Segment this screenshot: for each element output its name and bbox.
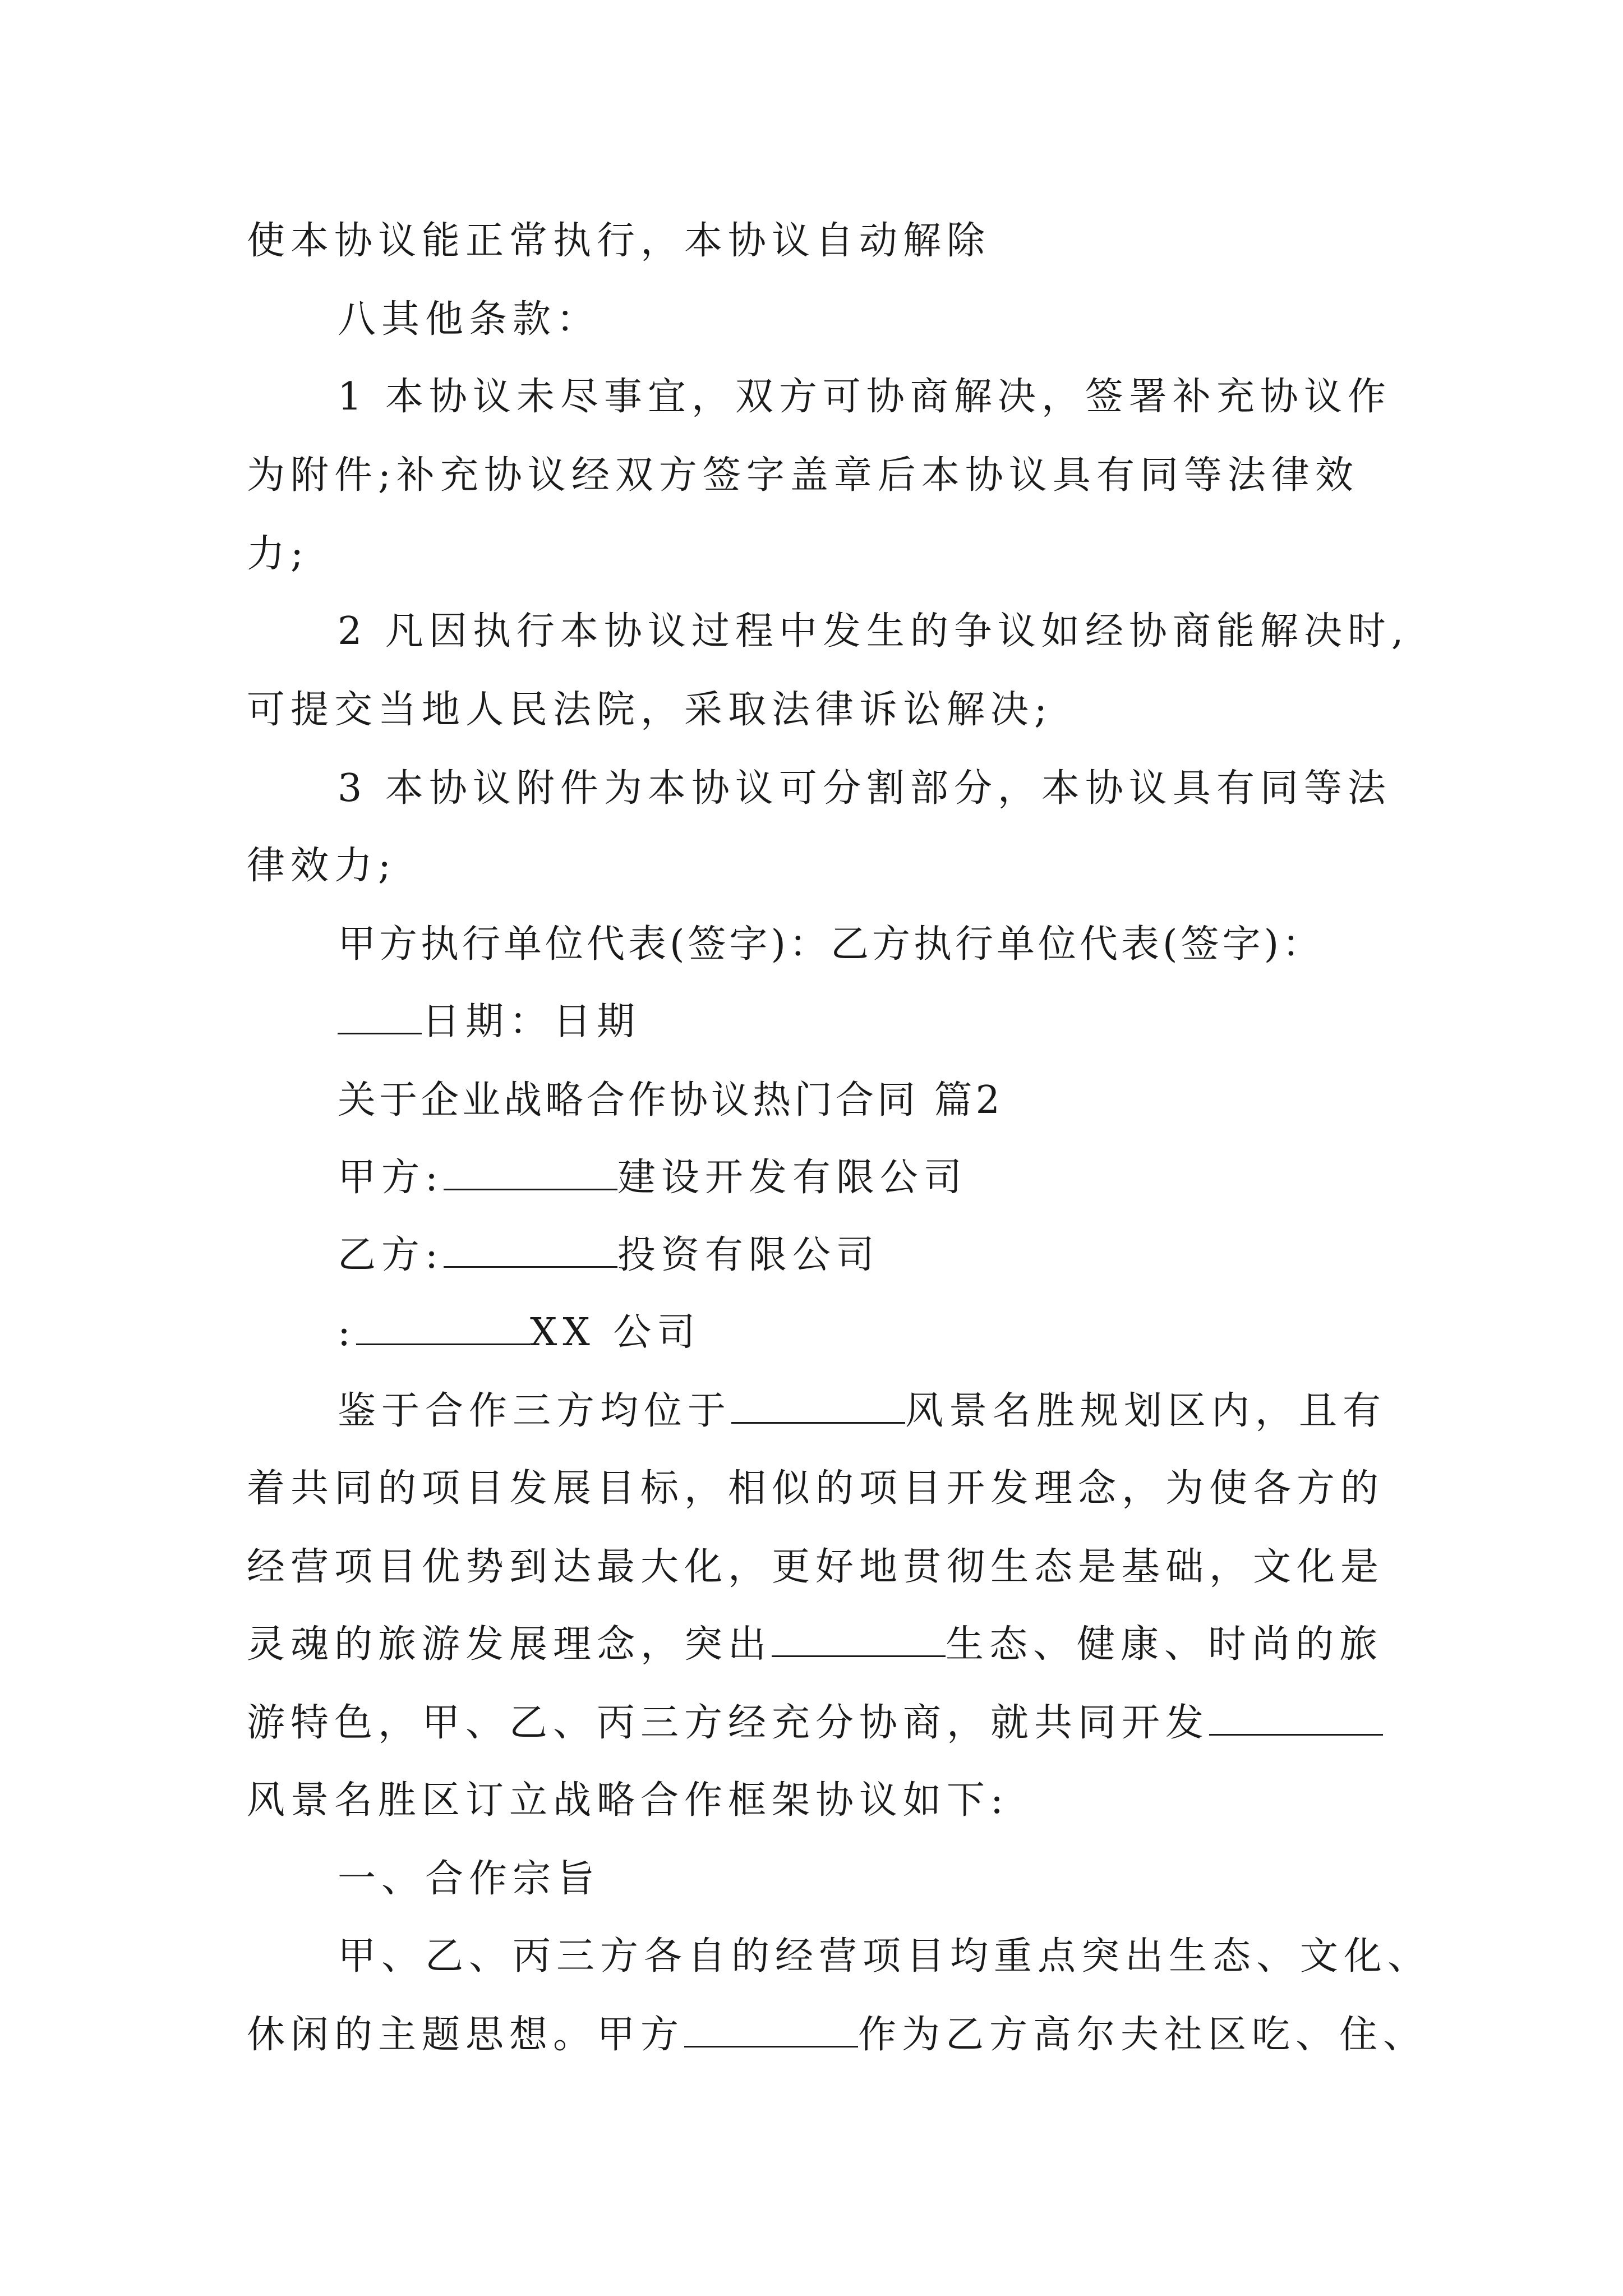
- paragraph-line: [338, 1934, 1431, 1979]
- text: 作为乙方高尔夫社区吃、住、: [858, 2013, 1427, 2057]
- text: 鉴于合作三方均位于: [338, 1389, 732, 1433]
- blank-underline: [772, 1623, 946, 1657]
- paragraph-line: [338, 375, 1391, 420]
- blank-underline: [1209, 1701, 1383, 1736]
- blank-underline: [356, 1311, 530, 1345]
- text: 游特色，甲、乙、丙三方经充分协商，就共同开发: [247, 1701, 1210, 1745]
- party-a-line: [338, 1156, 967, 1200]
- paragraph-line: [247, 532, 309, 577]
- party-c-line: [338, 1310, 700, 1355]
- text: 力;: [247, 532, 309, 576]
- text: 2 凡因执行本协议过程中发生的争议如经协商能解决时,: [338, 609, 1409, 654]
- text: 使本协议能正常执行，本协议自动解除: [247, 219, 991, 263]
- paragraph-line: [338, 1389, 1386, 1434]
- text: 律效力;: [247, 844, 396, 888]
- text: 甲方执行单位代表(签字)：乙方执行单位代表(签字)：: [338, 922, 1324, 967]
- blank-underline: [444, 1234, 617, 1268]
- text: XX 公司: [529, 1310, 701, 1355]
- paragraph-line: [247, 688, 1053, 733]
- section-heading: [338, 297, 600, 342]
- paragraph-line: [247, 219, 990, 264]
- text: 为附件;补充协议经双方签字盖章后本协议具有同等法律效: [247, 453, 1359, 498]
- text: 投资有限公司: [617, 1233, 880, 1277]
- blank-underline: [684, 2013, 858, 2047]
- text: 甲方:: [338, 1156, 444, 1200]
- blank-underline: [444, 1156, 617, 1190]
- paragraph-line: [247, 1701, 1383, 1746]
- section-title: [338, 1078, 1003, 1123]
- party-b-line: [338, 1233, 880, 1278]
- text: 1 本协议未尽事宜，双方可协商解决，签署补充协议作: [338, 375, 1391, 419]
- paragraph-line: [338, 766, 1391, 811]
- text: 休闲的主题思想。甲方: [247, 2013, 685, 2057]
- text: :: [338, 1310, 356, 1355]
- text: 着共同的项目发展目标，相似的项目开发理念，为使各方的: [247, 1466, 1385, 1511]
- blank-underline: [338, 1000, 422, 1034]
- paragraph-line: [247, 844, 396, 889]
- text: 经营项目优势到达最大化，更好地贯彻生态是基础，文化是: [247, 1545, 1385, 1589]
- paragraph-line: [247, 1545, 1384, 1590]
- signature-line: [338, 922, 1324, 967]
- text: 灵魂的旅游发展理念，突出: [247, 1622, 772, 1667]
- text: 甲、乙、丙三方各自的经营项目均重点突出生态、文化、: [338, 1934, 1432, 1978]
- paragraph-line: [338, 609, 1409, 654]
- paragraph-line: [247, 2013, 1427, 2058]
- paragraph-line: [247, 1778, 1009, 1823]
- text: 3 本协议附件为本协议可分割部分，本协议具有同等法: [338, 766, 1391, 811]
- section-heading: [338, 1857, 600, 1902]
- text: 日期：日期: [422, 1000, 641, 1044]
- date-line: [338, 1000, 640, 1045]
- paragraph-line: [247, 1622, 1383, 1667]
- paragraph-line: [247, 453, 1359, 498]
- text: 建设开发有限公司: [617, 1156, 967, 1200]
- text: 乙方:: [338, 1233, 444, 1277]
- blank-underline: [731, 1389, 905, 1424]
- paragraph-line: [247, 1466, 1384, 1511]
- text: 关于企业战略合作协议热门合同 篇2: [338, 1078, 1003, 1122]
- text: 一、合作宗旨: [338, 1857, 601, 1901]
- text: 风景名胜区订立战略合作框架协议如下:: [247, 1778, 1009, 1823]
- text: 风景名胜规划区内，且有: [905, 1389, 1387, 1433]
- text: 生态、健康、时尚的旅: [946, 1622, 1384, 1667]
- text: 可提交当地人民法院，采取法律诉讼解决;: [247, 688, 1053, 732]
- text: 八其他条款：: [338, 297, 601, 342]
